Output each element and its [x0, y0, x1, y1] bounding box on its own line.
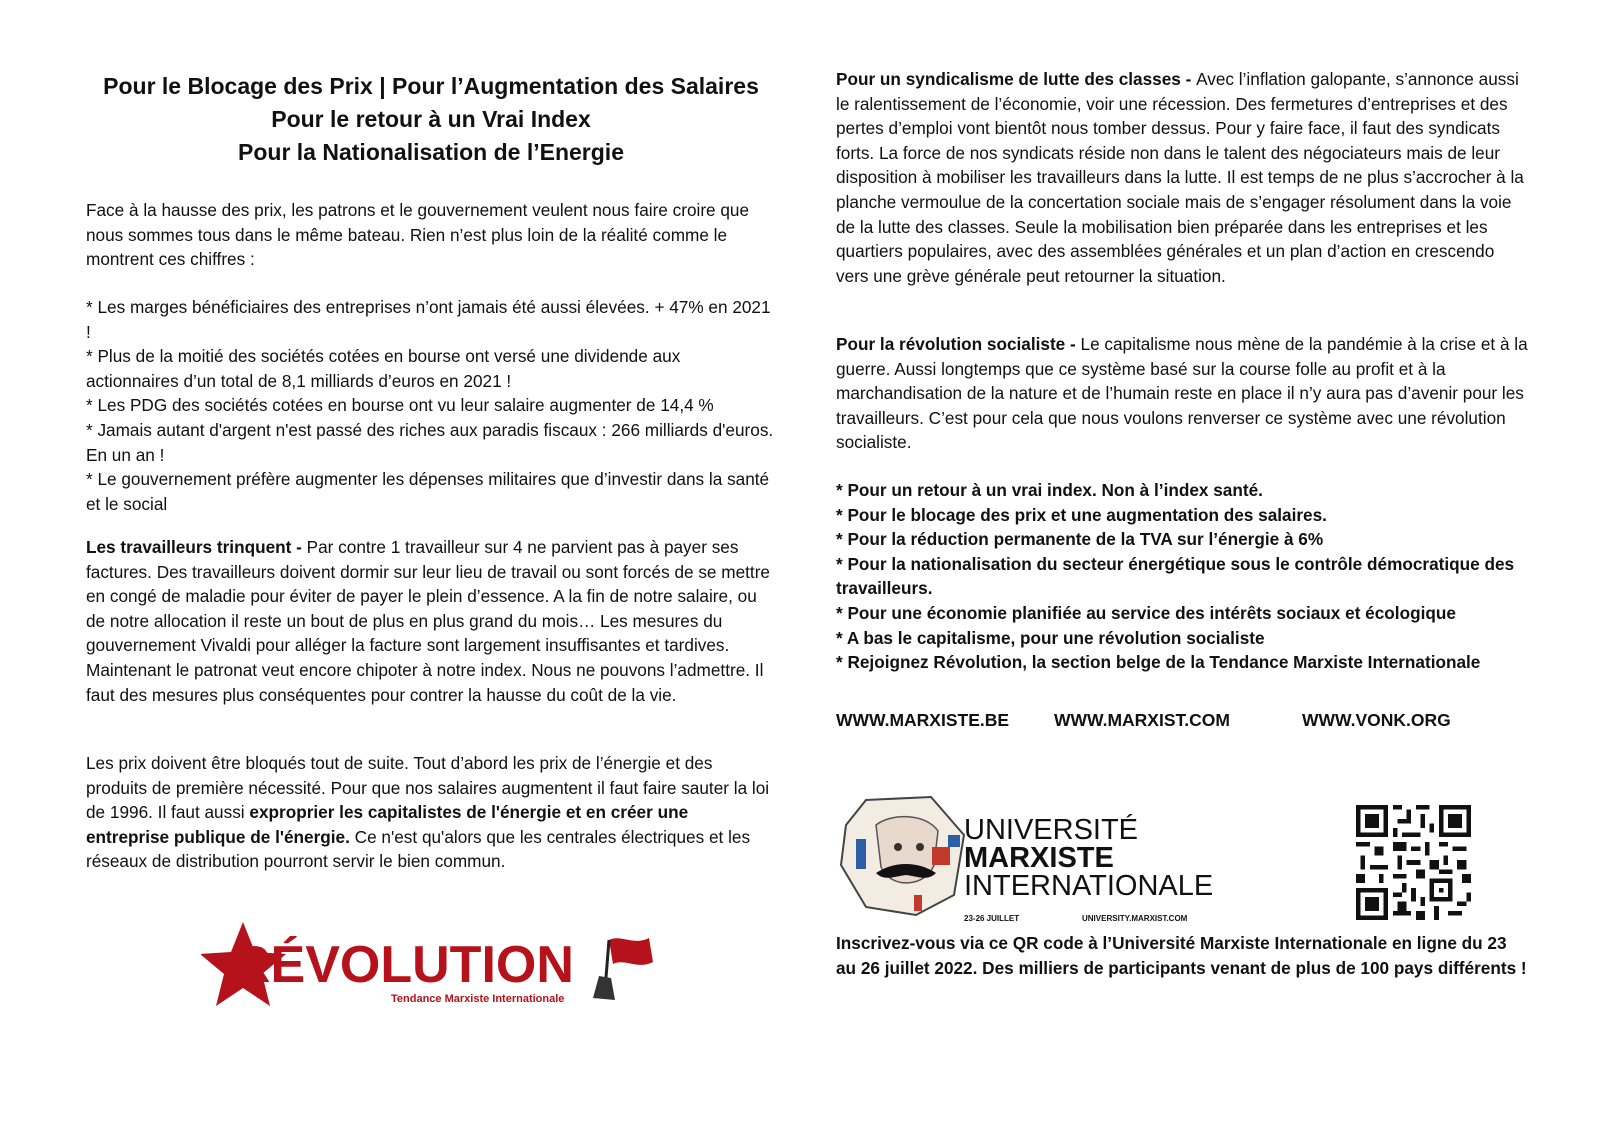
intro-text: Face à la hausse des prix, les patrons et le gouvernement veulent nous faire croire que nous sommes tous dans le même bateau. Rien n’est plus loin de la réalité comme le montrent ces chiffres : — [86, 200, 750, 270]
prices-text-2: Ce n'est qu'alors que les centrales électriques et les réseaux de distribution pourront servir le bien commun. — [86, 826, 751, 872]
uni-line-3: INTERNATIONALE — [964, 870, 1214, 902]
logo-word: RÉVOLUTION — [233, 936, 574, 994]
demand-item: * Pour un retour à un vrai index. Non à l’index santé. — [836, 480, 1263, 500]
uni-line-1: UNIVERSITÉ — [964, 814, 1139, 846]
demand-item: * Pour la réduction permanente de la TVA sur l’énergie à 6% — [836, 529, 1324, 550]
demands-list — [836, 478, 1528, 675]
syndicalism-heading: Pour un syndicalisme de lutte des classes - — [836, 69, 1197, 89]
fact-item: * Les marges bénéficiaires des entreprises n’ont jamais été aussi élevées. + 47% en 2021 ! — [86, 297, 771, 342]
fact-item: * Les PDG des sociétés cotées en bourse ont vu leur salaire augmenter de 14,4 % — [86, 395, 714, 416]
uni-line-2: MARXISTE — [964, 842, 1114, 874]
fact-item: * Plus de la moitié des sociétés cotées en bourse ont versé une dividende aux actionnaires d’un total de 8,1 milliards d’euros en 2021 ! — [86, 346, 681, 391]
logo-subtitle: Tendance Marxiste Internationale — [391, 993, 565, 1005]
revolution-logo — [201, 920, 656, 1010]
fact-item: * Jamais autant d'argent n'est passé des riches aux paradis fiscaux : 266 milliards d'euros. En un an ! — [86, 419, 774, 465]
demand-item: * Rejoignez Révolution, la section belge de la Tendance Marxiste Internationale — [836, 652, 1481, 673]
workers-heading: Les travailleurs trinquent - — [86, 537, 307, 557]
uni-url: UNIVERSITY.MARXIST.COM — [1082, 914, 1188, 923]
syndicalism-text: Avec l’inflation galopante, s’annonce aussi le ralentissement de l’économie, voir une récession. Des fermetures d’entreprises et des pertes d’emploi vont bientôt nous tomber dessus. Pour y faire face, il faut des syndicats forts. La force de nos syndicats réside non dans le talent des négociateurs mais de leur disposition à mobiliser les travailleurs dans la lutte. Il est temps de ne plus s’accrocher à la planche vermoulue de la concertation sociale mais de s’engager résolument dans la voie de la lutte des classes. Seule la mobilisation bien préparée dans les entreprises et les quartiers populaires, avec des assemblées générales et un plan d’action en crescendo vers une grève générale peut retourner la situation. — [836, 69, 1524, 286]
syndicalism-paragraph — [836, 67, 1528, 288]
revolution-heading: Pour la révolution socialiste - — [836, 334, 1081, 354]
link-vonk-org[interactable]: WWW.VONK.ORG — [1302, 710, 1451, 730]
headline-line-2: Pour le retour à un Vrai Index — [271, 106, 591, 132]
fact-item: * Le gouvernement préfère augmenter les dépenses militaires que d’investir dans la santé et le social — [86, 469, 770, 514]
revolution-paragraph — [836, 332, 1528, 455]
demand-item: * A bas le capitalisme, pour une révolution socialiste — [836, 627, 1265, 648]
marx-portrait-icon — [841, 797, 964, 915]
intro-paragraph — [86, 198, 776, 272]
qr-code-icon[interactable] — [1356, 805, 1471, 920]
revolution-text: Le capitalisme nous mène de la pandémie à la crise et à la guerre. Aussi longtemps que ce système basé sur la course folle au profit et à la marchandisation de la nature et de l’humain reste en place il n’y aura pas d’avenir pour les travailleurs. C’est pour cela que nous voulons renverser ce système avec une révolution socialiste. — [836, 334, 1528, 453]
headline-line-3: Pour la Nationalisation de l’Energie — [238, 139, 624, 165]
uni-dates: 23-26 JUILLET — [964, 914, 1020, 923]
link-marxist-com[interactable]: WWW.MARXIST.COM — [1054, 710, 1230, 730]
prices-paragraph — [86, 751, 776, 874]
demand-item: * Pour une économie planifiée au service des intérêts sociaux et écologique — [836, 602, 1456, 623]
workers-text: Par contre 1 travailleur sur 4 ne parvient pas à payer ses factures. Des travailleurs doivent dormir sur leur lieu de travail ou sont forcés de se mettre en congé de maladie pour éviter de payer le plein d’essence. A la fin de notre salaire, ou de notre allocation il reste un bout de plus en plus grand du mois… Les mesures du gouvernement Vivaldi pour alléger la facture sont largement insuffisantes et tardives. Maintenant le patronat veut encore chipoter à notre index. Nous ne pouvons l’admettre. Il faut des mesures plus conséquentes pour contrer la hausse du coût de la vie. — [86, 537, 770, 705]
headline — [86, 70, 776, 169]
link-marxiste-be[interactable]: WWW.MARXISTE.BE — [836, 710, 1010, 730]
prices-bold: exproprier les capitalistes de l'énergie et en créer une entreprise publique de l'énergie. — [86, 802, 689, 847]
headline-line-1: Pour le Blocage des Prix | Pour l’Augmentation des Salaires — [103, 73, 759, 99]
university-logo — [836, 795, 1236, 930]
prices-text-1: Les prix doivent être bloqués tout de suite. Tout d’abord les prix de l’énergie et des produits de première nécessité. Pour que nos salaires augmentent il faut faire sauter la loi de 1996. Il faut aussi — [86, 753, 770, 823]
signup-paragraph — [836, 931, 1528, 980]
demand-item: * Pour le blocage des prix et une augmentation des salaires. — [836, 504, 1327, 525]
demand-item: * Pour la nationalisation du secteur énergétique sous le contrôle démocratique des travailleurs. — [836, 553, 1515, 599]
workers-paragraph — [86, 535, 776, 707]
signup-text: Inscrivez-vous via ce QR code à l’Université Marxiste Internationale en ligne du 23 au 26 juillet 2022. Des milliers de participants venant de plus de 100 pays différents ! — [836, 933, 1527, 978]
flag-figure-icon — [593, 938, 653, 1000]
facts-list — [86, 295, 776, 516]
